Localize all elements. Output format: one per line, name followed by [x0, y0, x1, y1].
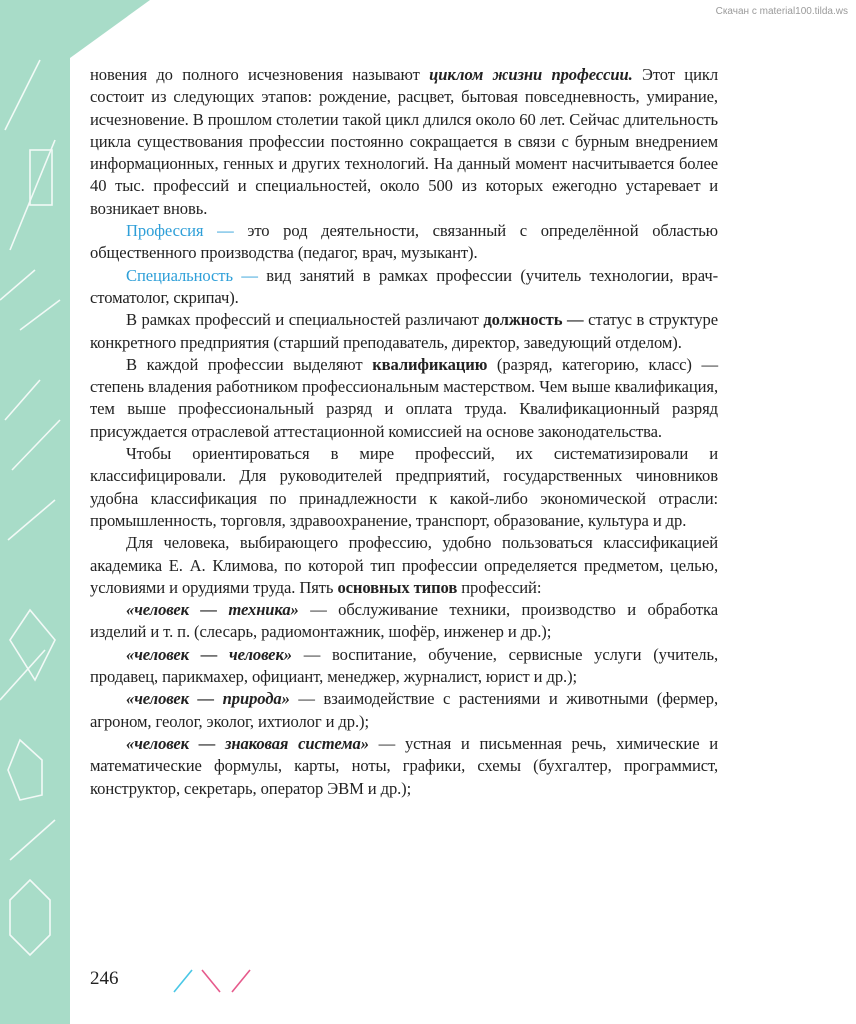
paragraph-life-cycle: [90, 64, 718, 220]
decorative-lines-icon: [170, 966, 260, 996]
type-text: — взаимодействие с растениями и животными (фермер, агроном, геолог, эколог, ихтиолог и др.);: [90, 689, 718, 731]
text: профессий:: [457, 577, 542, 597]
paragraph-qualification: [90, 354, 718, 443]
list-item-type: [90, 599, 718, 644]
list-item-type: [90, 644, 718, 689]
text: статус в структуре конкретного предприятия (старший преподаватель, директор, заведующий отделом).: [90, 310, 718, 352]
type-text: — устная и письменная речь, химические и математические формулы, карты, ноты, графики, схемы (бухгалтер, программист, конструктор, секретарь, оператор ЭВМ и др.);: [90, 733, 718, 798]
type-text: — обслуживание техники, производство и обработка изделий и т. п. (слесарь, радиомонтажник, шофёр, инженер и др.);: [90, 600, 718, 642]
type-text: — воспитание, обучение, сервисные услуги (учитель, продавец, парикмахер, официант, менеджер, журналист, юрист и др.);: [90, 644, 718, 687]
text: новения до полного исчезновения называют: [90, 65, 430, 84]
text: Для человека, выбирающего профессию, удобно пользоваться классификацией академика Е. А. Климова, по которой тип профессии определяется предметом, целью, условиями и орудиями труда. Пять: [90, 533, 718, 597]
text: В каждой профессии выделяют: [126, 354, 373, 374]
geometric-pattern-icon: [0, 0, 70, 1024]
corner-triangle-icon: [0, 0, 160, 58]
page-number: 246: [90, 968, 119, 989]
list-item-type: [90, 688, 718, 733]
text: В рамках профессий и специальностей различают: [126, 310, 484, 330]
text: (разряд, категорию, класс) — степень владения работником профессиональным мастерством. Чем выше квалификация, тем выше профессиональный разряд и оплата труда. Квалификационный разряд присуждается отраслевой аттестационной комиссией на основе законодательства.: [90, 354, 718, 441]
type-label: «человек — знаковая система»: [126, 733, 369, 753]
page-content: [90, 64, 718, 800]
term-life-cycle: циклом жизни профессии.: [429, 65, 633, 84]
term-specialty: Специальность —: [126, 265, 258, 285]
list-item-type: [90, 733, 718, 800]
decorative-sidebar: [0, 0, 70, 1024]
text: Этот цикл состоит из следующих этапов: рождение, расцвет, бытовая повседневность, умирание, исчезновение. В прошлом столетии такой цикл длился около 60 лет. Сейчас длительность цикла существования профессии постоянно сокращается в связи с бурным внедрением информационных, генных и других технологий. На данный момент насчитывается более 40 тыс. профессий и специальностей, около 500 из которых ежегодно устаревает и возникает вновь.: [90, 65, 719, 218]
paragraph-position: [90, 309, 718, 354]
paragraph-klimov: [90, 532, 718, 599]
watermark: Скачан с material100.tilda.ws: [715, 6, 848, 17]
term-profession: Профессия —: [126, 221, 234, 241]
paragraph-profession: [90, 220, 718, 265]
term-main-types: основных типов: [337, 577, 458, 597]
term-position: должность —: [483, 310, 584, 330]
type-label: «человек — природа»: [126, 689, 290, 709]
paragraph-specialty: [90, 265, 718, 310]
term-qualification: квалификацию: [372, 354, 488, 374]
text: это род деятельности, связанный с определённой областью общественного производства (педагог, врач, музыкант).: [90, 221, 718, 263]
paragraph-classification: Чтобы ориентироваться в мире профессий, их систематизировали и классифицировали. Для руководителей предприятий, государственных чиновников удобна классификация по принадлежности к какой-либо экономической отрасли: промышленность, торговля, здравоохранение, транспорт, образование, культура и др.: [90, 444, 718, 530]
type-label: «человек — человек»: [126, 644, 292, 664]
type-label: «человек — техника»: [126, 600, 299, 620]
text: вид занятий в рамках профессии (учитель технологии, врач-стоматолог, скрипач).: [90, 265, 719, 307]
